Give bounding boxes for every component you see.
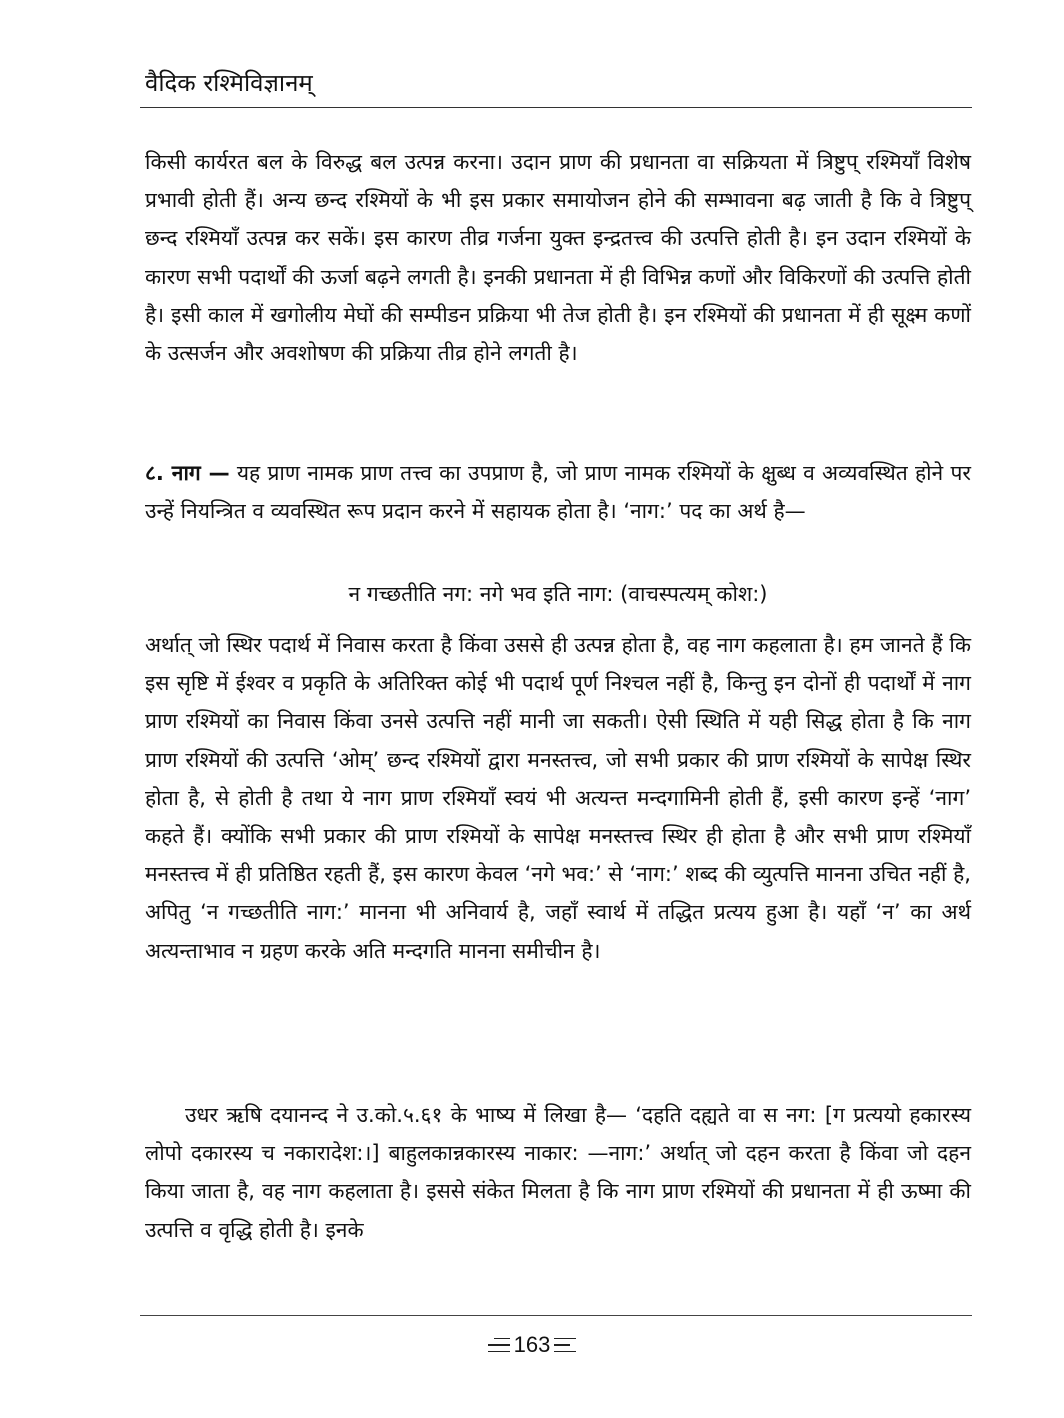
paragraph-naga-text: यह प्राण नामक प्राण तत्त्व का उपप्राण है, जो प्राण नामक रश्मियों के क्षुब्ध व अव्यवस्थित होने पर उन्हें नियन्त्रित व व्यवस्थित रूप प्रदान करने में सहायक होता है। ‘नाग:’ पद का अर्थ है— xyxy=(145,461,971,524)
footer-divider xyxy=(140,1315,972,1316)
page-footer xyxy=(0,1331,1064,1359)
triple-dash-icon xyxy=(488,1335,510,1355)
section-label-naga: ८. नाग — xyxy=(145,461,230,485)
paragraph-naga-definition xyxy=(145,454,971,568)
running-header-title: वैदिक रश्मिविज्ञानम् xyxy=(145,69,313,97)
paragraph-dayananda-commentary: उधर ऋषि दयानन्द ने उ.को.५.६१ के भाष्य में लिखा है— ‘दहति दह्यते वा स नग: [ग प्रत्ययो हकारस्य लोपो दकारस्य च नकारादेश:।] बाहुलकान्नकारस्य नाकार: —नाग:’ अर्थात् जो दहन करता है किंवा जो दहन किया जाता है, वह नाग कहलाता है। इससे संकेत मिलता है कि नाग प्राण रश्मियों की प्रधानता में ही ऊष्मा की उत्पत्ति व वृद्धि होती है। इनके xyxy=(145,1103,971,1242)
quote-vachaspatyam: न गच्छतीति नग: नगे भव इति नाग: (वाचस्पत्यम् कोश:) xyxy=(348,582,768,606)
header-divider xyxy=(140,107,972,108)
page-body xyxy=(145,143,971,1249)
paragraph-udana-continuation: किसी कार्यरत बल के विरुद्ध बल उत्पन्न करना। उदान प्राण की प्रधानता वा सक्रियता में त्रिष्टुप् रश्मियाँ विशेष प्रभावी होती हैं। अन्य छन्द रश्मियों के भी इस प्रकार समायोजन होने की सम्भावना बढ़ जाती है कि वे त्रिष्टुप् छन्द रश्मियाँ उत्पन्न कर सकें। इस कारण तीव्र गर्जना युक्त इन्द्रतत्त्व की उत्पत्ति होती है। इन उदान रश्मियों के कारण सभी पदार्थों की ऊर्जा बढ़ने लगती है। इनकी प्रधानता में ही विभिन्न कणों और विकिरणों की उत्पत्ति होती है। इसी काल में खगोलीय मेघों की सम्पीडन प्रक्रिया भी तेज होती है। इन रश्मियों की प्रधानता में ही सूक्ष्म कणों के उत्सर्जन और अवशोषण की प्रक्रिया तीव्र होने लगती है। xyxy=(145,150,971,366)
page-number: 163 xyxy=(513,1332,551,1357)
triple-dash-icon xyxy=(554,1335,576,1355)
paragraph-naga-explanation: अर्थात् जो स्थिर पदार्थ में निवास करता है किंवा उससे ही उत्पन्न होता है, वह नाग कहलाता है। हम जानते हैं कि इस सृष्टि में ईश्वर व प्रकृति के अतिरिक्त कोई भी पदार्थ पूर्ण निश्चल नहीं है, किन्तु इन दोनों ही पदार्थों में नाग प्राण रश्मियों का निवास किंवा उनसे उत्पत्ति नहीं मानी जा सकती। ऐसी स्थिति में यही सिद्ध होता है कि नाग प्राण रश्मियों की उत्पत्ति ‘ओम्’ छन्द रश्मियों द्वारा मनस्तत्त्व, जो सभी प्रकार की प्राण रश्मियों के सापेक्ष स्थिर होता है, से होती है तथा ये नाग प्राण रश्मियाँ स्वयं भी अत्यन्त मन्दगामिनी होती हैं, इसी कारण इन्हें ‘नाग’ कहते हैं। क्योंकि सभी प्रकार की प्राण रश्मियों के सापेक्ष मनस्तत्त्व स्थिर ही होता है और सभी प्राण रश्मियाँ मनस्तत्त्व में ही प्रतिष्ठित रहती हैं, इस कारण केवल ‘नगे भव:’ से ‘नाग:’ शब्द की व्युत्पत्ति मानना उचित नहीं है, अपितु ‘न गच्छतीति नाग:’ मानना भी अनिवार्य है, जहाँ स्वार्थ में तद्धित प्रत्यय हुआ है। यहाँ ‘न’ का अर्थ अत्यन्ताभाव न ग्रहण करके अति मन्दगति मानना समीचीन है। xyxy=(145,633,971,963)
